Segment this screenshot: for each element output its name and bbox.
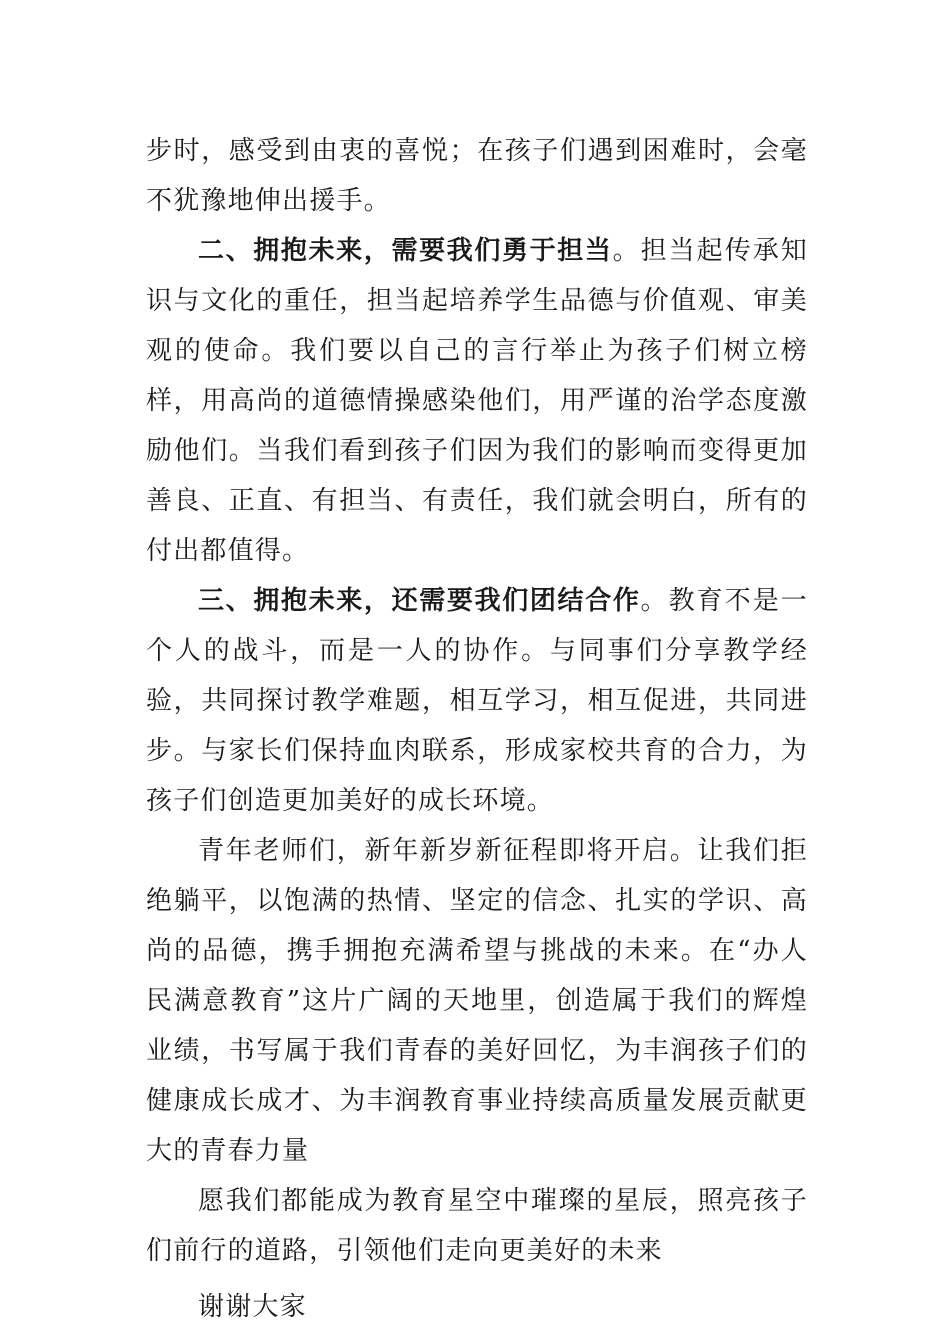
paragraph-text: 步时，感受到由衷的喜悦；在孩子们遇到困难时，会毫不犹豫地伸出援手。	[146, 136, 808, 216]
paragraph-section-three	[146, 576, 808, 826]
paragraph-text: 愿我们都能成为教育星空中璀璨的星辰，照亮孩子们前行的道路，引领他们走向更美好的未来	[146, 1186, 808, 1266]
paragraph-text: 青年老师们，新年新岁新征程即将开启。让我们拒绝躺平，以饱满的热情、坚定的信念、扎实的学识、高尚的品德，携手拥抱充满希望与挑战的未来。在“办人民满意教育”这片广阔的天地里，创造属于我们的辉煌业绩，书写属于我们青春的美好回忆，为丰润孩子们的健康成长成才、为丰润教育事业持续高质量发展贡献更大的青春力量	[146, 836, 808, 1166]
paragraph-continuation	[146, 126, 808, 226]
paragraph-text: 。教育不是一个人的战斗，而是一人的协作。与同事们分享教学经验，共同探讨教学难题，相互学习，相互促进，共同进步。与家长们保持血肉联系，形成家校共育的合力，为孩子们创造更加美好的成长环境。	[146, 586, 808, 816]
paragraph-text: 谢谢大家	[198, 1292, 307, 1322]
section-three-heading: 三、拥抱未来，还需要我们团结合作	[198, 586, 641, 616]
paragraph-thanks	[146, 1282, 808, 1332]
paragraph-wish	[146, 1176, 808, 1276]
section-two-heading: 二、拥抱未来，需要我们勇于担当	[198, 236, 613, 266]
paragraph-text: 。担当起传承知识与文化的重任，担当起培养学生品德与价值观、审美观的使命。我们要以自己的言行举止为孩子们树立榜样，用高尚的道德情操感染他们，用严谨的治学态度激励他们。当我们看到孩子们因为我们的影响而变得更加善良、正直、有担当、有责任，我们就会明白，所有的付出都值得。	[146, 236, 808, 566]
paragraph-section-two	[146, 226, 808, 576]
paragraph-young-teachers	[146, 826, 808, 1176]
document-body	[146, 126, 808, 1332]
